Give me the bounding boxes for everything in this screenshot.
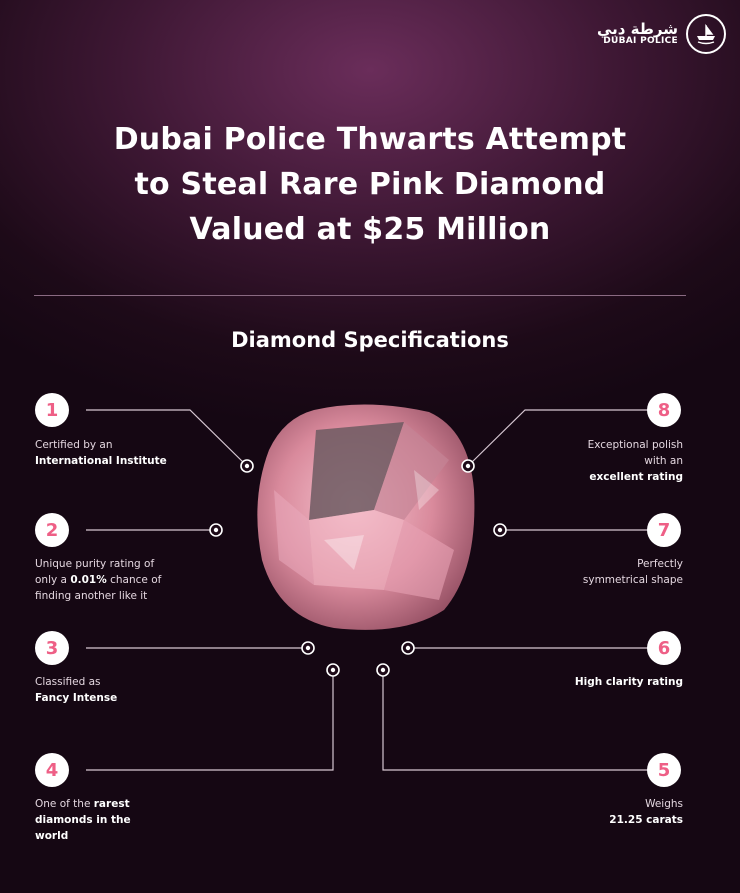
spec-number-5: 5 <box>647 753 681 787</box>
connector-dot-7 <box>494 524 506 536</box>
spec-7-pre: Perfectly symmetrical shape <box>582 558 683 586</box>
spec-6-bold: High clarity rating <box>574 676 683 688</box>
connector-dot-3 <box>302 642 314 654</box>
spec-text-6 <box>513 674 683 690</box>
spec-text-7 <box>573 556 683 588</box>
connector-dot-2 <box>210 524 222 536</box>
connector-dot-6 <box>402 642 414 654</box>
spec-3-pre: Classified as <box>35 676 101 688</box>
headline-line-2: to Steal Rare Pink Diamond <box>134 167 606 202</box>
spec-text-3 <box>35 674 205 706</box>
headline-line-1: Dubai Police Thwarts Attempt <box>113 122 627 157</box>
spec-4-pre: One of the <box>35 798 94 810</box>
spec-text-2 <box>35 556 167 604</box>
spec-text-1 <box>35 437 205 469</box>
spec-number-7: 7 <box>647 513 681 547</box>
spec-2-bold: 0.01% <box>70 574 107 586</box>
connector-dot-1 <box>241 460 253 472</box>
spec-5-pre: Weighs <box>645 798 683 810</box>
divider <box>34 295 686 296</box>
spec-text-8 <box>573 437 683 485</box>
connector-dot-5 <box>377 664 389 676</box>
dubai-police-logo <box>597 14 726 54</box>
logo-arabic: شرطة دبي <box>596 19 678 38</box>
spec-number-2: 2 <box>35 513 69 547</box>
logo-text <box>597 21 678 47</box>
headline-line-3: Valued at $25 Million <box>189 212 551 247</box>
spec-3-bold: Fancy Intense <box>35 692 118 704</box>
spec-number-4: 4 <box>35 753 69 787</box>
spec-number-1: 1 <box>35 393 69 427</box>
connector-dot-4 <box>327 664 339 676</box>
spec-8-bold: excellent rating <box>589 471 683 483</box>
spec-1-pre: Certified by an <box>35 439 113 451</box>
spec-2-post: chance of finding another like it <box>35 574 162 602</box>
spec-text-4 <box>35 796 163 844</box>
spec-1-bold: International Institute <box>35 455 167 467</box>
spec-number-3: 3 <box>35 631 69 665</box>
dubai-police-emblem-icon <box>686 14 726 54</box>
spec-4-bold: rarest diamonds in the world <box>35 798 131 842</box>
logo-english: DUBAI POLICE <box>603 36 678 47</box>
spec-number-6: 6 <box>647 631 681 665</box>
headline <box>0 117 740 252</box>
spec-2-pre: Unique purity rating of only a <box>35 558 155 586</box>
spec-8-pre: Exceptional polish with an <box>587 439 683 467</box>
spec-number-8: 8 <box>647 393 681 427</box>
pink-diamond-image <box>254 400 478 634</box>
spec-5-bold: 21.25 carats <box>609 814 683 826</box>
spec-text-5 <box>513 796 683 828</box>
section-title: Diamond Specifications <box>231 328 509 352</box>
